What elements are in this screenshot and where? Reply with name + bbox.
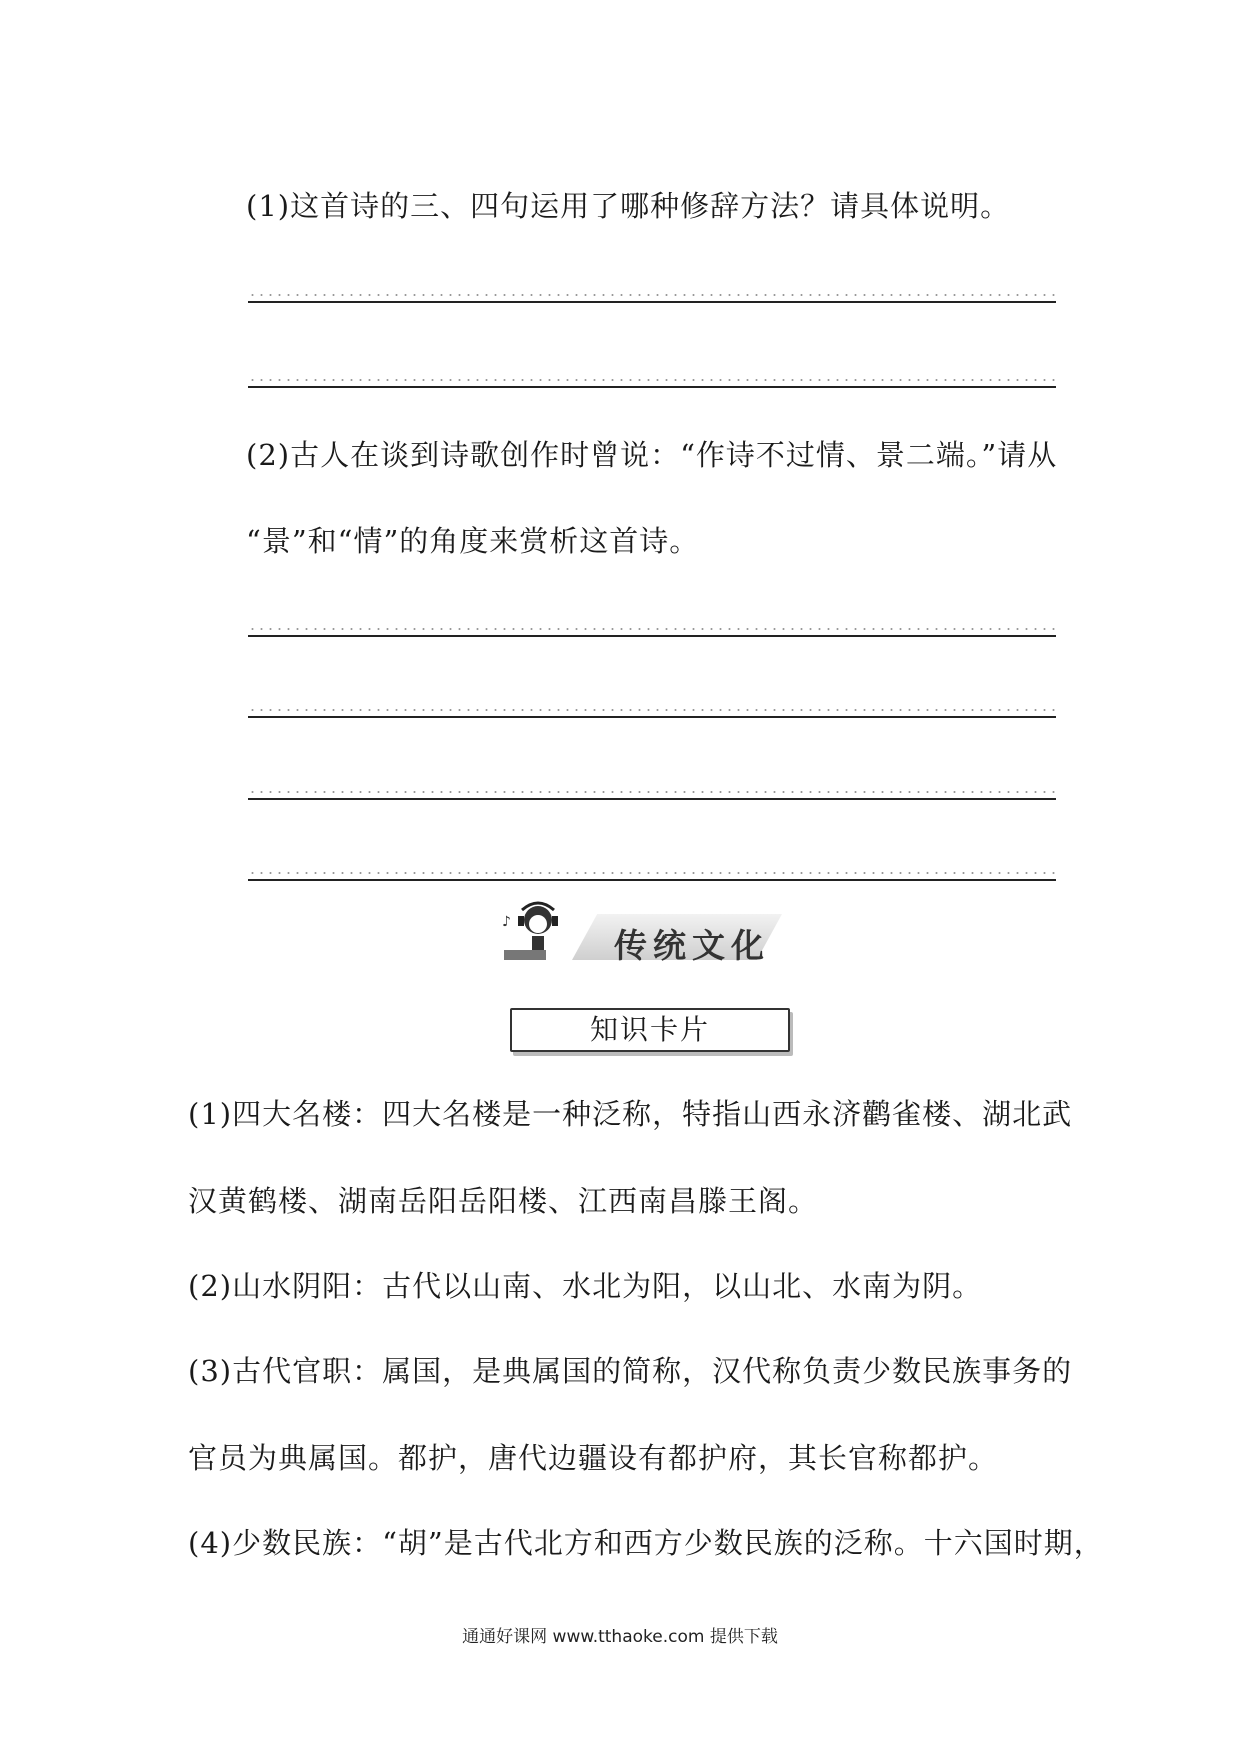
knowledge-line-1: (1)四大名楼：四大名楼是一种泛称，特指山西永济鹳雀楼、湖北武 <box>188 1097 1073 1131</box>
knowledge-line-5: 官员为典属国。都护，唐代边疆设有都护府，其长官称都护。 <box>188 1441 999 1475</box>
section-title: 传统文化 <box>614 926 770 965</box>
answer-line[interactable] <box>248 716 1056 718</box>
answer-line[interactable] <box>248 798 1056 800</box>
reading-girl-icon <box>496 896 586 970</box>
knowledge-card-title: 知识卡片 <box>510 1008 790 1052</box>
knowledge-line-2: 汉黄鹤楼、湖南岳阳岳阳楼、江西南昌滕王阁。 <box>188 1184 819 1218</box>
question-2-line-2: “景”和“情”的角度来赏析这首诗。 <box>246 524 700 558</box>
knowledge-line-3: (2)山水阴阳：古代以山南、水北为阳，以山北、水南为阴。 <box>188 1269 983 1303</box>
answer-line[interactable] <box>248 386 1056 388</box>
answer-line[interactable] <box>248 879 1056 881</box>
svg-text:♪: ♪ <box>502 914 511 930</box>
section-header <box>496 896 796 970</box>
question-1: (1)这首诗的三、四句运用了哪种修辞方法？请具体说明。 <box>246 189 1011 223</box>
answer-line[interactable] <box>248 301 1056 303</box>
answer-line[interactable] <box>248 635 1056 637</box>
knowledge-line-6: (4)少数民族：“胡”是古代北方和西方少数民族的泛称。十六国时期， <box>188 1526 1104 1560</box>
question-2-line-1: (2)古人在谈到诗歌创作时曾说：“作诗不过情、景二端。”请从 <box>246 438 1058 472</box>
footer: 通通好课网 www.tthaoke.com 提供下载 <box>462 1627 778 1647</box>
knowledge-line-4: (3)古代官职：属国，是典属国的简称，汉代称负责少数民族事务的 <box>188 1354 1073 1388</box>
